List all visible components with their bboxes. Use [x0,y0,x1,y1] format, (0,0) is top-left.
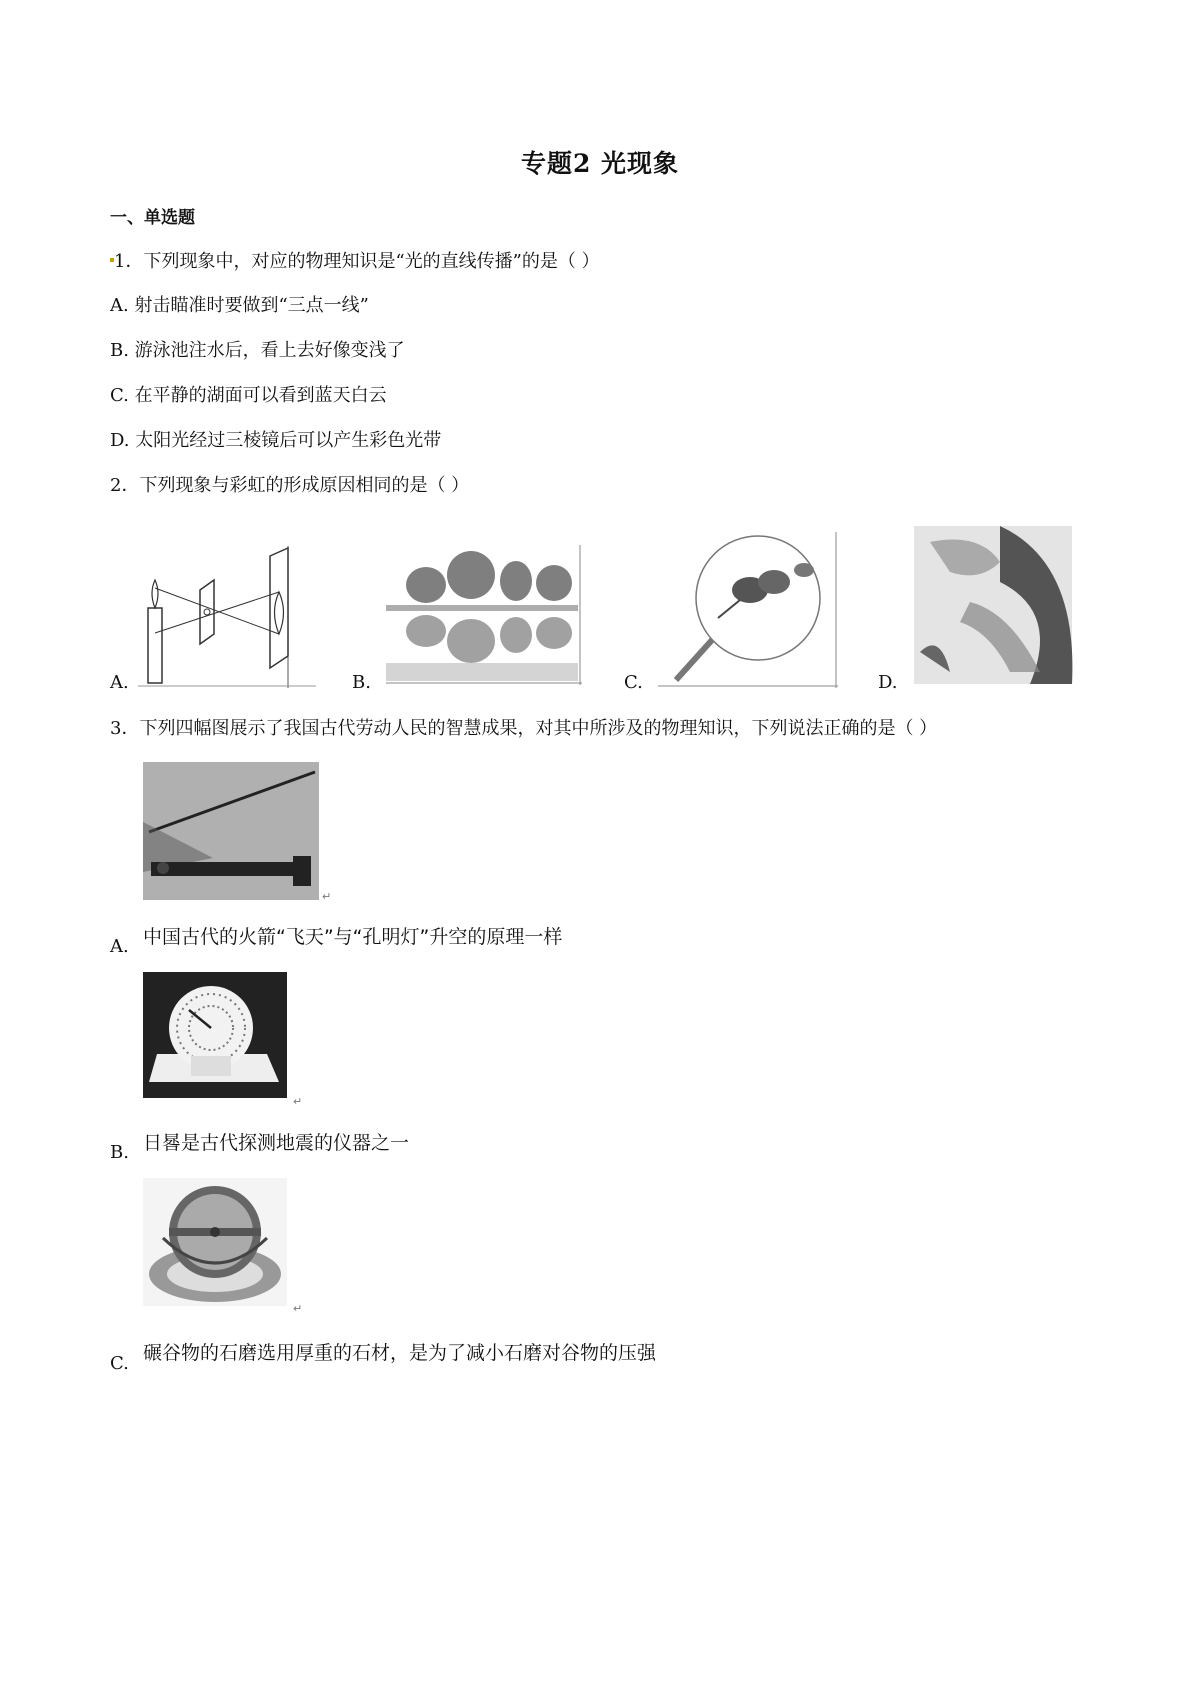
q2-label-a: A. [110,672,129,693]
q2-image-b-reflection [386,545,582,685]
q2-image-a-optics [138,538,316,688]
return-mark: ↵ [293,1095,303,1108]
q3-option-b-text: 日晷是古代探测地震的仪器之一 [143,1132,410,1154]
q1-option-a: A. 射击瞄准时要做到“三点一线” [110,295,369,316]
return-mark: ↵ [322,890,332,903]
section-heading: 一、单选题 [110,208,195,228]
q3-image-a-rocket [143,762,319,900]
q1-option-b: B. 游泳池注水后，看上去好像变浅了 [110,340,405,361]
q2-label-b: B. [352,672,371,693]
q3-image-b-seismograph [143,972,287,1098]
q1-option-d: D. 太阳光经过三棱镜后可以产生彩色光带 [110,430,442,451]
q3-stem: 3．下列四幅图展示了我国古代劳动人民的智慧成果，对其中所涉及的物理知识，下列说法正确的是（ ） [110,718,938,739]
q2-label-d: D. [878,672,898,693]
q1-stem: 1．下列现象中，对应的物理知识是“光的直线传播”的是（ ） [114,251,600,272]
q3-label-a: A. [110,936,129,957]
q3-option-a-text: 中国古代的火箭“飞天”与“孔明灯”升空的原理一样 [143,926,563,948]
return-mark: ↵ [293,1302,303,1315]
q3-option-c-text: 碾谷物的石磨选用厚重的石材，是为了减小石磨对谷物的压强 [143,1342,657,1364]
q2-image-c-magnifier [658,532,838,688]
q2-label-c: C. [624,672,643,693]
q1-option-c: C. 在平静的湖面可以看到蓝天白云 [110,385,387,406]
q3-label-c: C. [110,1353,129,1374]
q2-stem: 2．下列现象与彩虹的形成原因相同的是（ ） [110,475,470,496]
q2-image-d-shadow [910,522,1076,688]
q3-label-b: B. [110,1142,129,1163]
q3-image-c-sundial [143,1178,287,1306]
page-title: 专题2 光现象 [520,149,680,178]
